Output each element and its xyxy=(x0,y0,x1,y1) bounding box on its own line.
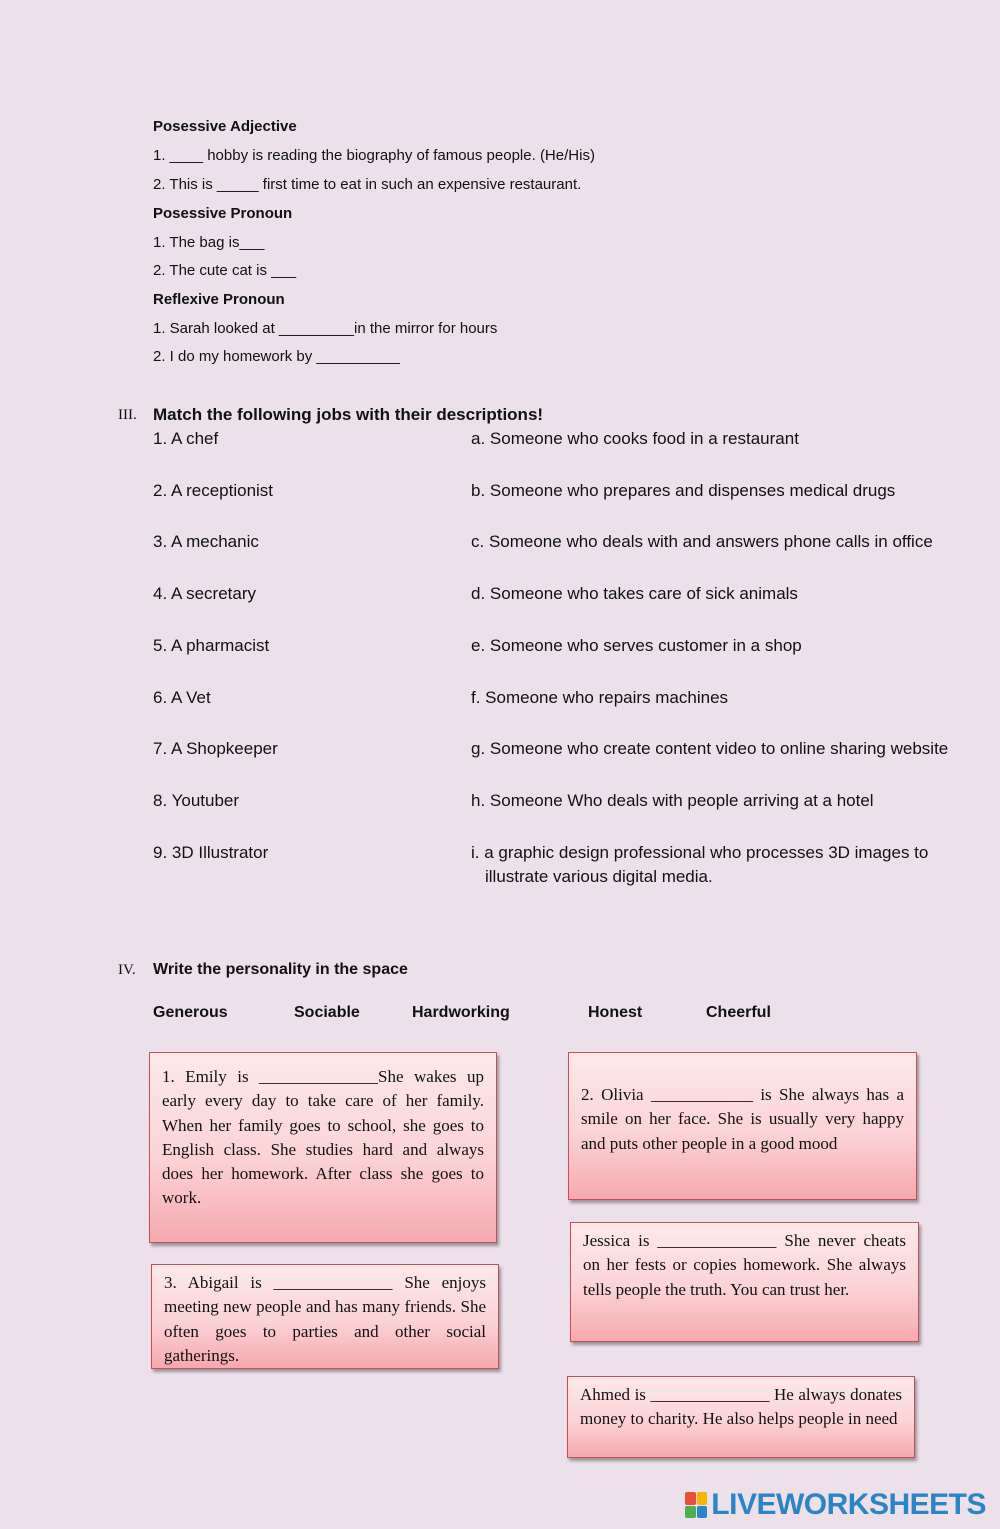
abigail-card: 3. Abigail is ______________ She enjoys meeting new people and has many friends. She often goes to parties and other social gatherings. xyxy=(151,1264,499,1369)
job-description: f. Someone who repairs machines xyxy=(471,688,729,707)
logo-text: LIVEWORKSHEETS xyxy=(711,1488,986,1521)
section-3-title: Match the following jobs with their descriptions! xyxy=(153,405,544,424)
word-bank-item: Honest xyxy=(588,1004,643,1021)
section-3-numeral: III. xyxy=(118,407,137,423)
job-item: 5. A pharmacist xyxy=(153,636,270,655)
emily-card: 1. Emily is ______________She wakes up early every day to take care of her family. When her family goes to school, she goes to English class. She studies hard and always does her homework. After class she goes to work. xyxy=(149,1052,497,1243)
job-item: 8. Youtuber xyxy=(153,791,240,810)
adjective-item-1: 1. ____ hobby is reading the biography of famous people. (He/His) xyxy=(153,147,595,164)
job-item: 2. A receptionist xyxy=(153,481,274,500)
word-bank-item: Generous xyxy=(153,1004,228,1021)
ahmed-card: Ahmed is ______________ He always donates money to charity. He also helps people in need xyxy=(567,1376,915,1458)
job-description: a. Someone who cooks food in a restaurant xyxy=(471,429,799,448)
job-description: d. Someone who takes care of sick animals xyxy=(471,584,798,603)
olivia-card: 2. Olivia ____________ is She always has a smile on her face. She is usually very happy and puts other people in a good mood xyxy=(568,1052,917,1200)
job-description: h. Someone Who deals with people arriving at a hotel xyxy=(471,791,874,810)
word-bank-item: Hardworking xyxy=(412,1004,510,1021)
section-4-numeral: IV. xyxy=(118,962,136,978)
liveworksheets-mark-icon xyxy=(685,1492,707,1518)
liveworksheets-logo xyxy=(685,1488,986,1522)
posessive-pronoun-heading: Posessive Pronoun xyxy=(153,205,293,222)
section-4-title: Write the personality in the space xyxy=(153,961,408,978)
reflexive-pronoun-heading: Reflexive Pronoun xyxy=(153,291,285,308)
adjective-item-2: 2. This is _____ first time to eat in such an expensive restaurant. xyxy=(153,176,582,193)
job-item: 3. A mechanic xyxy=(153,532,259,551)
job-description: g. Someone who create content video to online sharing website xyxy=(471,739,949,758)
job-description: e. Someone who serves customer in a shop xyxy=(471,636,802,655)
job-item: 4. A secretary xyxy=(153,584,256,603)
posessive-adjective-heading: Posessive Adjective xyxy=(153,118,297,135)
reflexive-item-2: 2. I do my homework by __________ xyxy=(153,348,400,365)
word-bank-item: Cheerful xyxy=(706,1004,771,1021)
job-item: 1. A chef xyxy=(153,429,219,448)
word-bank-item: Sociable xyxy=(294,1004,360,1021)
job-description: i. a graphic design professional who processes 3D images to illustrate various digital media. xyxy=(471,843,929,886)
reflexive-item-1: 1. Sarah looked at _________in the mirror for hours xyxy=(153,320,498,337)
jessica-card: Jessica is ______________ She never cheats on her fests or copies homework. She always tells people the truth. You can trust her. xyxy=(570,1222,919,1342)
job-item: 9. 3D Illustrator xyxy=(153,843,269,862)
job-item: 7. A Shopkeeper xyxy=(153,739,278,758)
pronoun-item-1: 1. The bag is___ xyxy=(153,234,265,251)
job-description: b. Someone who prepares and dispenses medical drugs xyxy=(471,481,896,500)
job-item: 6. A Vet xyxy=(153,688,211,707)
pronoun-item-2: 2. The cute cat is ___ xyxy=(153,262,297,279)
job-description: c. Someone who deals with and answers phone calls in office xyxy=(471,532,933,551)
